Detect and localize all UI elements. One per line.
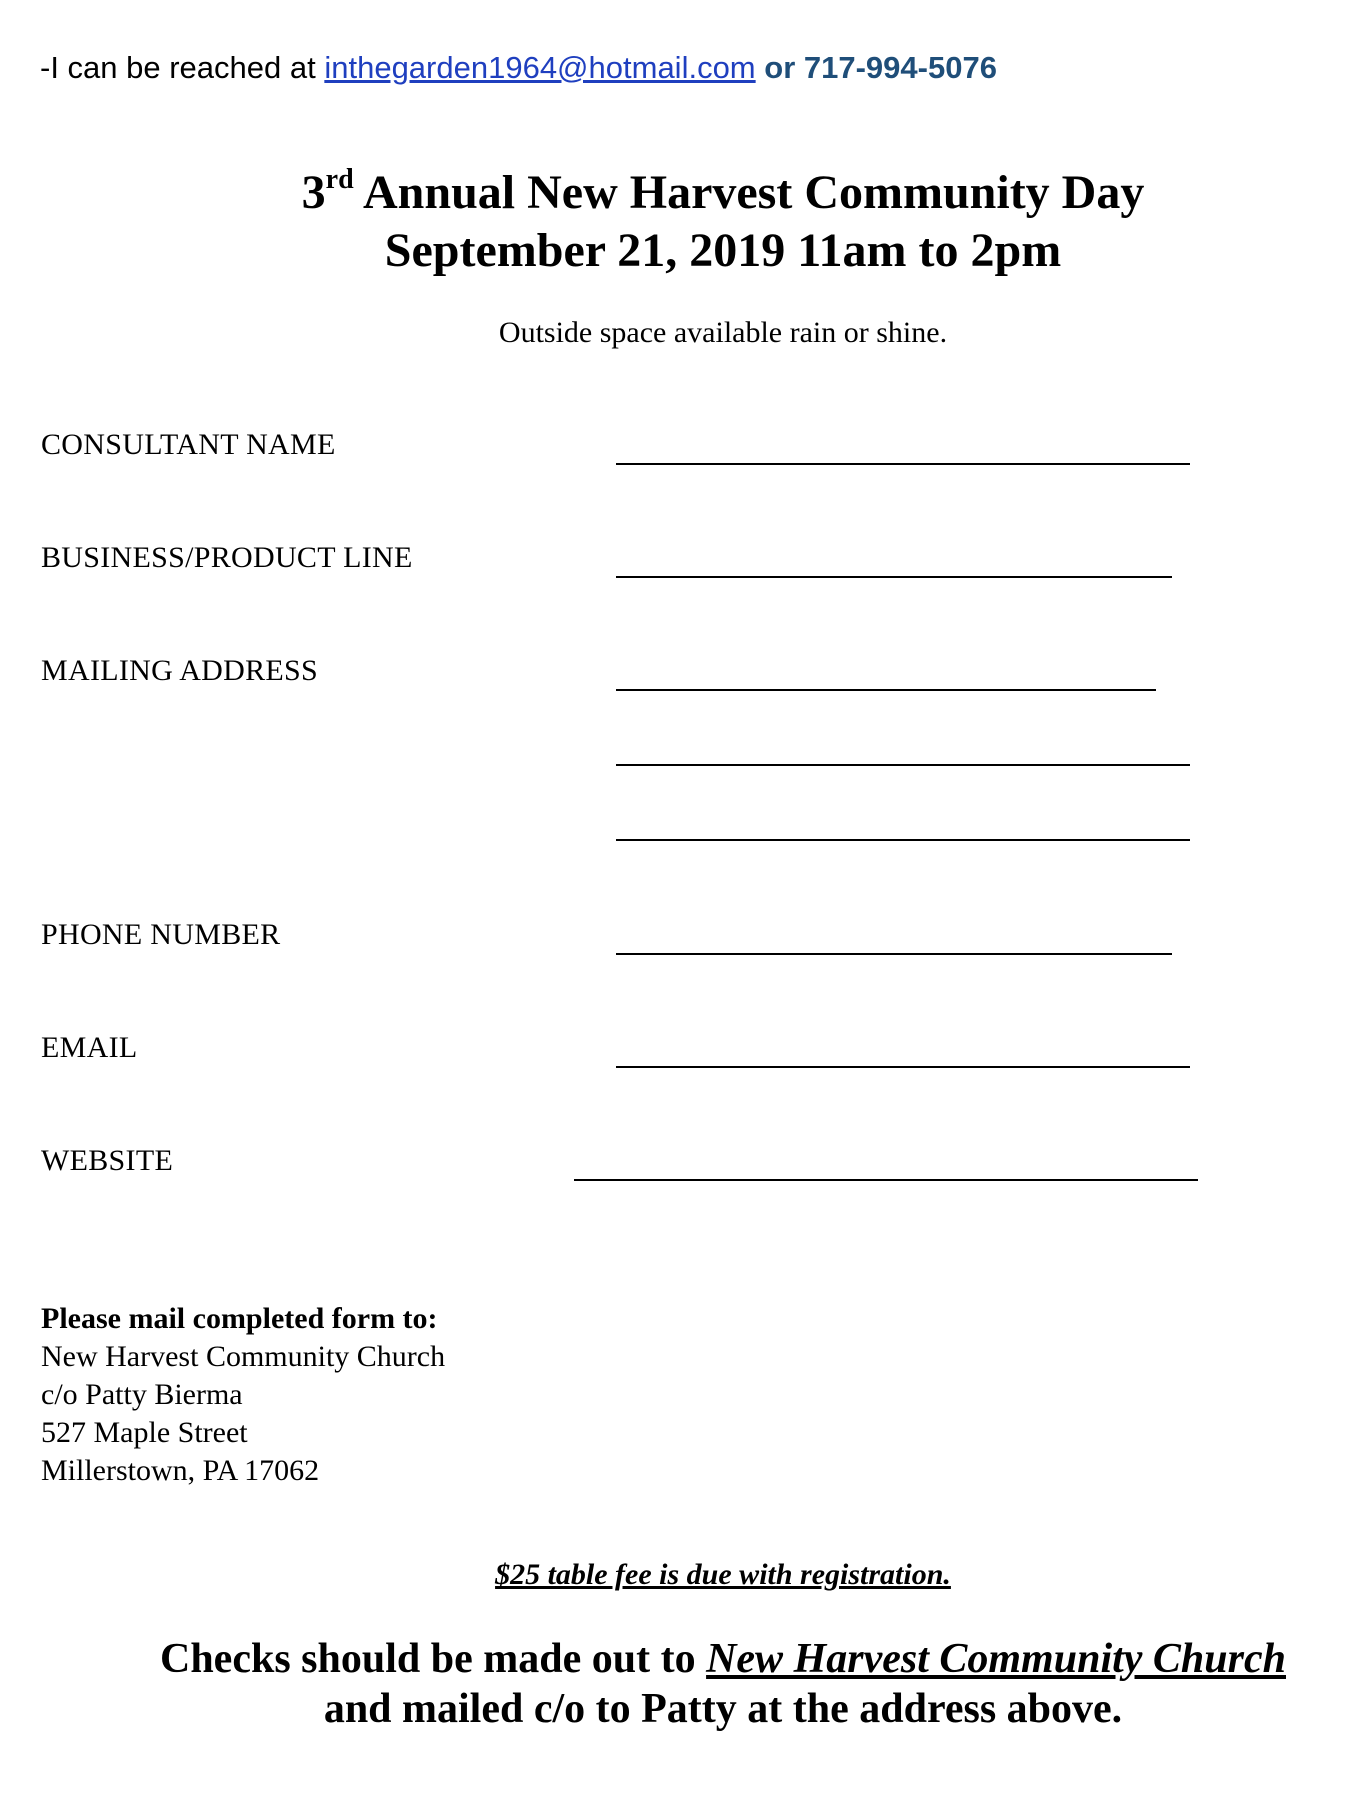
website-field[interactable] [574,1179,1198,1181]
phone-number-field[interactable] [616,953,1172,955]
mailing-line-2: c/o Patty Bierma [41,1378,243,1411]
contact-email-link[interactable]: inthegarden1964@hotmail.com [324,50,756,85]
event-title [40,164,1366,222]
contact-prefix: -I can be reached at [40,50,325,85]
mailing-line-4: Millerstown, PA 17062 [41,1454,320,1487]
mailing-address-label: MAILING ADDRESS [41,654,319,687]
mailing-instructions [41,1300,445,1490]
mailing-address-field-3[interactable] [616,839,1190,841]
email-label: EMAIL [41,1031,138,1064]
email-field[interactable] [616,1066,1190,1068]
contact-line [40,50,997,86]
mailing-line-1: New Harvest Community Church [41,1340,446,1373]
consultant-name-field[interactable] [616,463,1190,465]
mailing-line-3: 527 Maple Street [41,1416,248,1449]
checks-line-1 [40,1634,1366,1684]
title-ordinal: 3 [301,166,326,219]
event-subtitle: Outside space available rain or shine. [498,316,948,349]
contact-phone: 717-994-5076 [803,50,997,85]
contact-separator: or [755,50,804,85]
checks-line-2: and mailed c/o to Patty at the address above. [323,1686,1123,1732]
mailing-address-field-1[interactable] [616,689,1156,691]
business-product-line-field[interactable] [616,576,1172,578]
checks-payee: New Harvest Community Church [706,1636,1286,1682]
title-text: Annual New Harvest Community Day [353,166,1145,219]
table-fee-note: $25 table fee is due with registration. [495,1558,951,1591]
mailing-heading: Please mail completed form to: [41,1302,438,1335]
website-label: WEBSITE [41,1144,174,1177]
phone-number-label: PHONE NUMBER [41,918,281,951]
consultant-name-label: CONSULTANT NAME [41,428,336,461]
title-ordinal-suffix: rd [325,164,354,195]
business-product-line-label: BUSINESS/PRODUCT LINE [41,541,413,574]
checks-prefix: Checks should be made out to [159,1636,707,1682]
event-date: September 21, 2019 11am to 2pm [384,224,1062,277]
mailing-address-field-2[interactable] [616,764,1190,766]
